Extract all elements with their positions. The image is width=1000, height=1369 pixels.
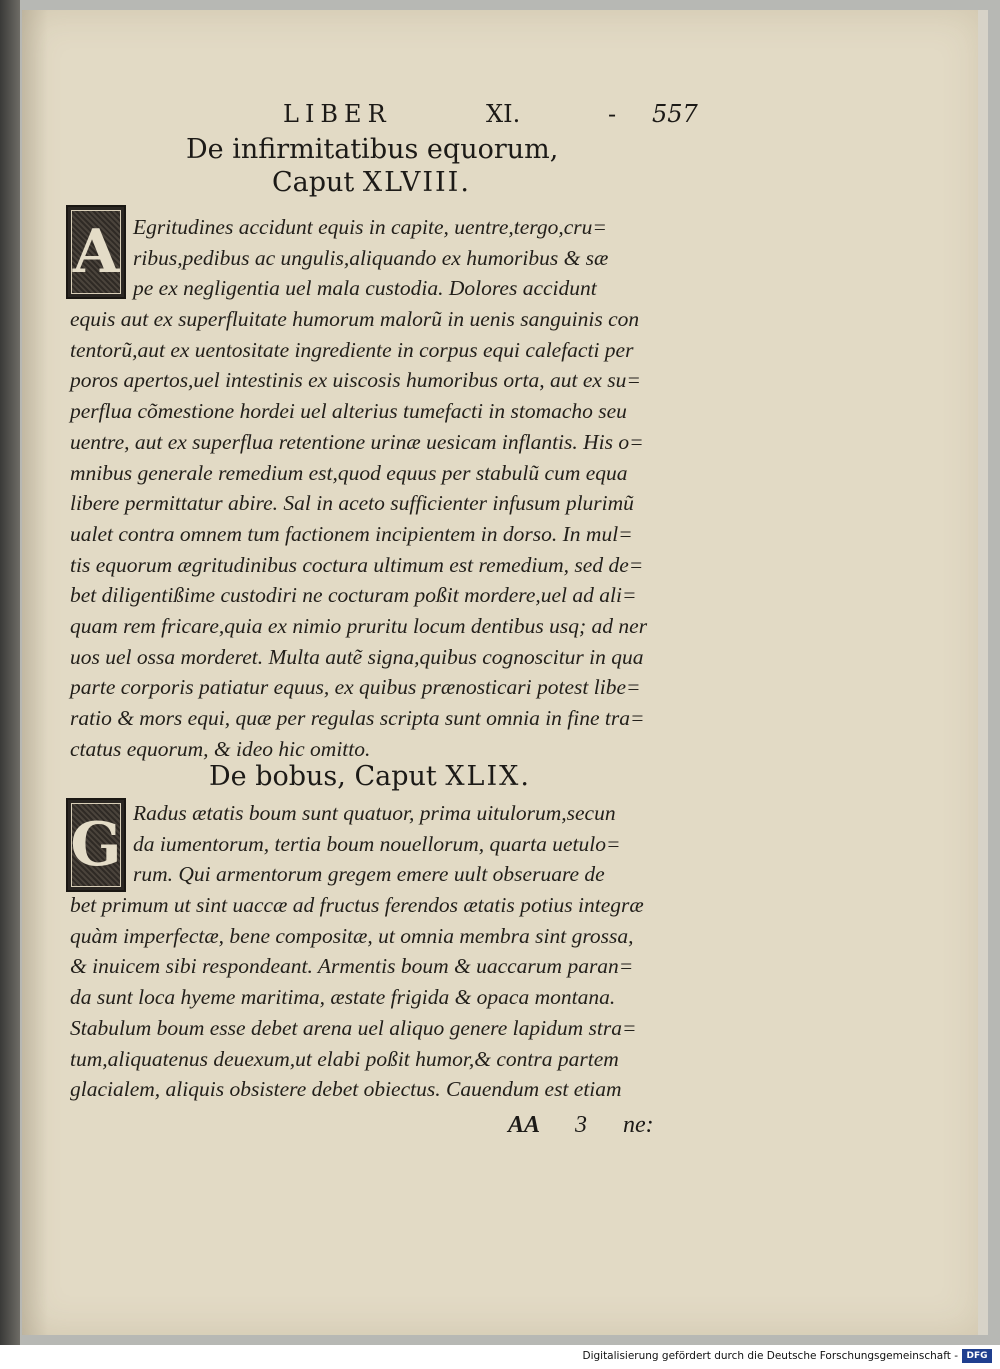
header-dash: - [608, 100, 617, 128]
text-line: pe ex negligentia uel mala custodia. Dolores accidunt [133, 276, 597, 301]
text-line: ctatus equorum, & ideo hic omitto. [70, 736, 371, 761]
signature-mark: AA [508, 1112, 541, 1138]
funding-credit: Digitalisierung gefördert durch die Deutsche Forschungsgemeinschaft - [582, 1350, 958, 1362]
chapter-49-body [70, 798, 670, 1105]
text-line: mnibus generale remedium est,quod equus per stabulũ cum equa [70, 460, 628, 485]
text-line: uentre, aut ex superflua retentione urinæ uesicam inflantis. His o= [70, 429, 644, 454]
text-line: tentorũ,aut ex uentositate ingrediente in corpus equi calefacti per [70, 337, 634, 362]
caput-word: Caput [272, 167, 355, 198]
header-liber: LIBER [283, 100, 392, 128]
text-line: quàm imperfectæ, bene compositæ, ut omnia membra sint grossa, [70, 923, 634, 948]
text-line: bet primum ut sint uaccæ ad fructus ferendos ætatis potius integræ [70, 893, 644, 918]
text-line: poros apertos,uel intestinis ex uiscosis humoribus orta, aut ex su= [70, 368, 641, 393]
text-line: Stabulum boum esse debet arena uel aliquo genere lapidum stra= [70, 1015, 637, 1040]
text-line: libere permittatur abire. Sal in aceto sufficienter infusum plurimũ [70, 491, 634, 516]
text-line: glacialem, aliquis obsistere debet obiectus. Cauendum est etiam [70, 1077, 622, 1102]
text-line: Egritudines accidunt equis in capite, uentre,tergo,cru= [133, 215, 607, 239]
text-line: perflua cõmestione hordei uel alterius tumefacti in stomacho seu [70, 399, 627, 424]
chapter-49-heading [209, 761, 531, 792]
caput-word: Caput [354, 761, 437, 792]
chapter-48-body [70, 212, 670, 764]
chapter-48-caput [272, 167, 471, 198]
page-number: 557 [652, 100, 698, 128]
page-footer [0, 1112, 1000, 1152]
signature-number: 3 [575, 1112, 587, 1138]
catchword: ne: [623, 1112, 654, 1138]
initial-letter: G [70, 810, 122, 880]
text-line: tis equorum ægritudinibus coctura ultimum est remedium, sed de= [70, 552, 644, 577]
dfg-logo: DFG [962, 1349, 992, 1363]
text-line: & inuicem sibi respondeant. Armentis boum & uaccarum paran= [70, 954, 634, 979]
chapter-49-title: De bobus, [209, 761, 346, 792]
text-line: quam rem fricare,quia ex nimio pruritu locum dentibus usq; ad ner [70, 613, 648, 638]
text-line: da sunt loca hyeme maritima, æstate frigida & opaca montana. [70, 985, 616, 1010]
text-line: da iumentorum, tertia boum nouellorum, quarta uetulo= [133, 831, 621, 856]
caput-numeral: XLIX. [445, 761, 531, 792]
initial-letter: A [72, 217, 120, 287]
text-line: uos uel ossa morderet. Multa autẽ signa,quibus cognoscitur in qua [70, 644, 644, 669]
text-line: ratio & mors equi, quæ per regulas scripta sunt omnia in fine tra= [70, 706, 645, 730]
text-line: ribus,pedibus ac ungulis,aliquando ex humoribus & sæ [133, 245, 609, 270]
text-line: ualet contra omnem tum factionem incipientem in dorso. In mul= [70, 521, 633, 546]
text-line: Radus ætatis boum sunt quatuor, prima uitulorum,secun [133, 801, 616, 825]
chapter-48-title: De infirmitatibus equorum, [186, 134, 559, 165]
text-line: rum. Qui armentorum gregem emere uult obseruare de [133, 862, 605, 887]
header-book-number: XI. [486, 100, 521, 128]
caput-numeral: XLVIII. [362, 167, 471, 198]
text-line: equis aut ex superfluitate humorum malorũ in uenis sanguinis con [70, 307, 640, 332]
text-line: tum,aliquatenus deuexum,ut elabi poßit humor,& contra partem [70, 1046, 619, 1071]
text-line: parte corporis patiatur equus, ex quibus prænosticari potest libe= [70, 675, 641, 700]
text-line: bet diligentißime custodiri ne cocturam poßit mordere,uel ad ali= [70, 583, 637, 608]
